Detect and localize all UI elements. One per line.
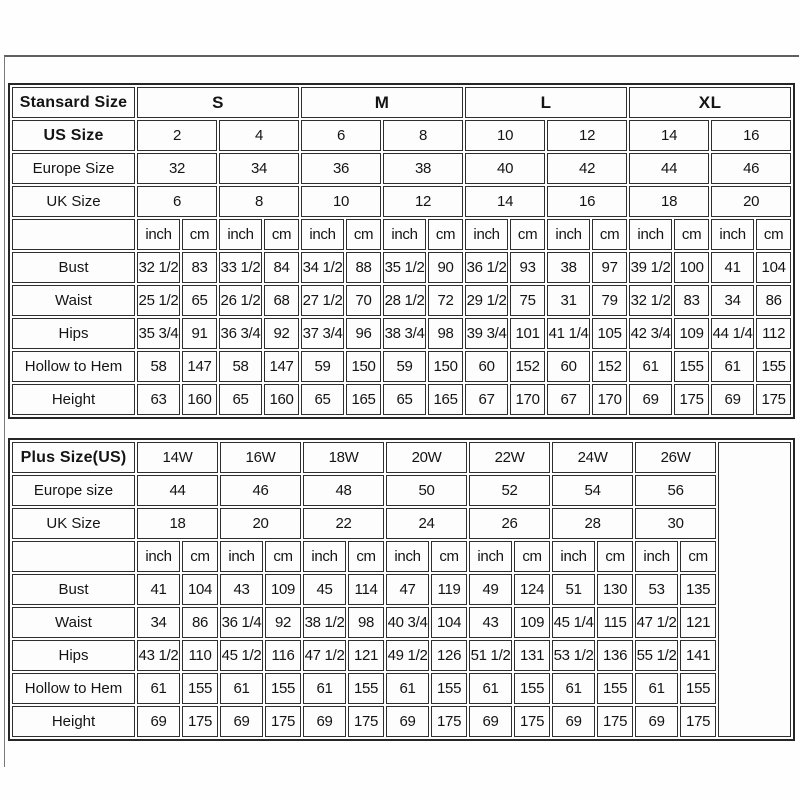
value-cell: 26 1/2 (219, 285, 262, 316)
value-cell: 47 1/2 (303, 640, 346, 671)
row-label: UK Size (12, 186, 135, 217)
table-row (12, 219, 791, 250)
value-cell: 44 (629, 153, 709, 184)
value-cell: 36 1/2 (465, 252, 508, 283)
value-cell: 61 (137, 673, 180, 704)
value-cell: 175 (514, 706, 550, 737)
unit-cell: cm (265, 541, 301, 572)
value-cell: 35 1/2 (383, 252, 426, 283)
unit-cell: inch (386, 541, 429, 572)
row-label: Waist (12, 607, 135, 638)
value-cell: 42 3/4 (629, 318, 672, 349)
value-cell: 46 (220, 475, 301, 506)
value-cell: 92 (265, 607, 301, 638)
value-cell: 160 (182, 384, 217, 415)
value-cell: 97 (592, 252, 627, 283)
unit-cell: cm (674, 219, 709, 250)
size-group-header: 26W (635, 442, 716, 473)
value-cell: 165 (346, 384, 381, 415)
value-cell: 147 (182, 351, 217, 382)
value-cell: 121 (680, 607, 716, 638)
row-label: Height (12, 706, 135, 737)
value-cell: 155 (431, 673, 467, 704)
value-cell: 55 1/2 (635, 640, 678, 671)
value-cell: 20 (220, 508, 301, 539)
value-cell: 6 (301, 120, 381, 151)
table-row (12, 574, 791, 605)
value-cell: 10 (301, 186, 381, 217)
value-cell: 155 (680, 673, 716, 704)
value-cell: 72 (428, 285, 463, 316)
unit-cell: cm (431, 541, 467, 572)
standard-size-table (8, 83, 795, 419)
value-cell: 91 (182, 318, 217, 349)
value-cell: 63 (137, 384, 180, 415)
size-group-header: 16W (220, 442, 301, 473)
table-row (12, 541, 791, 572)
size-group-header: S (137, 87, 299, 118)
value-cell: 22 (303, 508, 384, 539)
value-cell: 175 (680, 706, 716, 737)
empty-cell (718, 442, 791, 737)
unit-cell: inch (301, 219, 344, 250)
value-cell: 50 (386, 475, 467, 506)
table-row (12, 640, 791, 671)
unit-cell: inch (219, 219, 262, 250)
row-label: Height (12, 384, 135, 415)
value-cell: 34 (711, 285, 754, 316)
value-cell: 32 1/2 (137, 252, 180, 283)
value-cell: 69 (629, 384, 672, 415)
value-cell: 119 (431, 574, 467, 605)
size-group-header: L (465, 87, 627, 118)
value-cell: 109 (514, 607, 550, 638)
value-cell: 69 (137, 706, 180, 737)
value-cell: 14 (629, 120, 709, 151)
value-cell: 75 (510, 285, 545, 316)
value-cell: 47 (386, 574, 429, 605)
table-row (12, 120, 791, 151)
value-cell: 60 (465, 351, 508, 382)
row-label: US Size (12, 120, 135, 151)
value-cell: 39 1/2 (629, 252, 672, 283)
value-cell: 61 (220, 673, 263, 704)
table-row (12, 351, 791, 382)
unit-cell: inch (383, 219, 426, 250)
value-cell: 16 (711, 120, 791, 151)
size-group-header: 20W (386, 442, 467, 473)
size-system-label: Stansard Size (12, 87, 135, 118)
row-label: Hollow to Hem (12, 351, 135, 382)
unit-cell: cm (680, 541, 716, 572)
unit-cell: cm (597, 541, 633, 572)
row-label: Europe size (12, 475, 135, 506)
unit-cell: inch (137, 219, 180, 250)
value-cell: 16 (547, 186, 627, 217)
unit-cell: cm (428, 219, 463, 250)
value-cell: 38 (547, 252, 590, 283)
plus-size-table (8, 438, 795, 741)
value-cell: 115 (597, 607, 633, 638)
value-cell: 41 1/4 (547, 318, 590, 349)
value-cell: 69 (635, 706, 678, 737)
value-cell: 69 (303, 706, 346, 737)
value-cell: 53 1/2 (552, 640, 595, 671)
row-label: Hips (12, 318, 135, 349)
value-cell: 101 (510, 318, 545, 349)
value-cell: 104 (756, 252, 791, 283)
value-cell: 100 (674, 252, 709, 283)
value-cell: 175 (674, 384, 709, 415)
table-row (12, 475, 791, 506)
value-cell: 104 (431, 607, 467, 638)
value-cell: 86 (756, 285, 791, 316)
unit-cell: inch (469, 541, 512, 572)
unit-cell: inch (303, 541, 346, 572)
unit-cell: inch (465, 219, 508, 250)
value-cell: 175 (597, 706, 633, 737)
table-row (12, 186, 791, 217)
value-cell: 39 3/4 (465, 318, 508, 349)
unit-cell: inch (547, 219, 590, 250)
unit-cell: inch (635, 541, 678, 572)
value-cell: 30 (635, 508, 716, 539)
value-cell: 61 (629, 351, 672, 382)
value-cell: 43 (469, 607, 512, 638)
value-cell: 90 (428, 252, 463, 283)
value-cell: 135 (680, 574, 716, 605)
value-cell: 70 (346, 285, 381, 316)
value-cell: 69 (469, 706, 512, 737)
unit-cell: cm (592, 219, 627, 250)
value-cell: 79 (592, 285, 627, 316)
value-cell: 4 (219, 120, 299, 151)
value-cell: 34 (219, 153, 299, 184)
value-cell: 58 (219, 351, 262, 382)
value-cell: 20 (711, 186, 791, 217)
value-cell: 52 (469, 475, 550, 506)
value-cell: 170 (510, 384, 545, 415)
value-cell: 114 (348, 574, 384, 605)
unit-cell: cm (182, 541, 218, 572)
row-label: Europe Size (12, 153, 135, 184)
value-cell: 155 (597, 673, 633, 704)
unit-cell: cm (348, 541, 384, 572)
value-cell: 155 (514, 673, 550, 704)
row-label: Hips (12, 640, 135, 671)
value-cell: 27 1/2 (301, 285, 344, 316)
value-cell: 131 (514, 640, 550, 671)
value-cell: 65 (182, 285, 217, 316)
value-cell: 2 (137, 120, 217, 151)
value-cell: 175 (182, 706, 218, 737)
value-cell: 86 (182, 607, 218, 638)
unit-cell: cm (264, 219, 299, 250)
value-cell: 14 (465, 186, 545, 217)
value-cell: 92 (264, 318, 299, 349)
value-cell: 175 (756, 384, 791, 415)
value-cell: 24 (386, 508, 467, 539)
value-cell: 59 (301, 351, 344, 382)
value-cell: 47 1/2 (635, 607, 678, 638)
unit-cell: cm (514, 541, 550, 572)
value-cell: 69 (386, 706, 429, 737)
value-cell: 150 (428, 351, 463, 382)
value-cell: 141 (680, 640, 716, 671)
unit-cell: inch (711, 219, 754, 250)
unit-cell: cm (510, 219, 545, 250)
value-cell: 29 1/2 (465, 285, 508, 316)
unit-cell: inch (552, 541, 595, 572)
value-cell: 40 (465, 153, 545, 184)
value-cell: 160 (264, 384, 299, 415)
value-cell: 36 3/4 (219, 318, 262, 349)
value-cell: 38 1/2 (303, 607, 346, 638)
value-cell: 8 (219, 186, 299, 217)
size-group-header: 24W (552, 442, 633, 473)
row-label (12, 219, 135, 250)
unit-cell: inch (220, 541, 263, 572)
value-cell: 18 (629, 186, 709, 217)
value-cell: 45 (303, 574, 346, 605)
value-cell: 61 (711, 351, 754, 382)
value-cell: 69 (552, 706, 595, 737)
value-cell: 98 (348, 607, 384, 638)
value-cell: 49 1/2 (386, 640, 429, 671)
value-cell: 53 (635, 574, 678, 605)
value-cell: 88 (346, 252, 381, 283)
value-cell: 51 (552, 574, 595, 605)
value-cell: 12 (383, 186, 463, 217)
value-cell: 28 1/2 (383, 285, 426, 316)
value-cell: 124 (514, 574, 550, 605)
value-cell: 36 1/4 (220, 607, 263, 638)
value-cell: 69 (220, 706, 263, 737)
value-cell: 116 (265, 640, 301, 671)
value-cell: 67 (547, 384, 590, 415)
value-cell: 6 (137, 186, 217, 217)
value-cell: 136 (597, 640, 633, 671)
value-cell: 83 (182, 252, 217, 283)
value-cell: 147 (264, 351, 299, 382)
size-group-row (12, 442, 791, 473)
value-cell: 155 (182, 673, 218, 704)
row-label (12, 541, 135, 572)
row-label: Waist (12, 285, 135, 316)
unit-cell: cm (346, 219, 381, 250)
value-cell: 26 (469, 508, 550, 539)
row-label: Bust (12, 574, 135, 605)
value-cell: 54 (552, 475, 633, 506)
value-cell: 96 (346, 318, 381, 349)
value-cell: 32 1/2 (629, 285, 672, 316)
value-cell: 61 (635, 673, 678, 704)
value-cell: 152 (592, 351, 627, 382)
value-cell: 98 (428, 318, 463, 349)
value-cell: 8 (383, 120, 463, 151)
size-system-label: Plus Size(US) (12, 442, 135, 473)
value-cell: 45 1/4 (552, 607, 595, 638)
value-cell: 49 (469, 574, 512, 605)
value-cell: 43 1/2 (137, 640, 180, 671)
unit-cell: cm (182, 219, 217, 250)
value-cell: 61 (552, 673, 595, 704)
value-cell: 155 (348, 673, 384, 704)
size-group-header: 14W (137, 442, 218, 473)
value-cell: 61 (469, 673, 512, 704)
value-cell: 41 (137, 574, 180, 605)
row-label: Bust (12, 252, 135, 283)
size-group-header: 22W (469, 442, 550, 473)
value-cell: 51 1/2 (469, 640, 512, 671)
value-cell: 36 (301, 153, 381, 184)
value-cell: 34 1/2 (301, 252, 344, 283)
value-cell: 25 1/2 (137, 285, 180, 316)
value-cell: 109 (265, 574, 301, 605)
value-cell: 65 (219, 384, 262, 415)
value-cell: 65 (301, 384, 344, 415)
value-cell: 42 (547, 153, 627, 184)
value-cell: 38 (383, 153, 463, 184)
value-cell: 38 3/4 (383, 318, 426, 349)
value-cell: 12 (547, 120, 627, 151)
value-cell: 105 (592, 318, 627, 349)
table-row (12, 706, 791, 737)
value-cell: 170 (592, 384, 627, 415)
size-group-header: 18W (303, 442, 384, 473)
value-cell: 121 (348, 640, 384, 671)
value-cell: 68 (264, 285, 299, 316)
unit-cell: cm (756, 219, 791, 250)
value-cell: 175 (348, 706, 384, 737)
row-label: UK Size (12, 508, 135, 539)
value-cell: 31 (547, 285, 590, 316)
value-cell: 112 (756, 318, 791, 349)
table-row (12, 384, 791, 415)
value-cell: 126 (431, 640, 467, 671)
value-cell: 165 (428, 384, 463, 415)
value-cell: 56 (635, 475, 716, 506)
value-cell: 34 (137, 607, 180, 638)
size-group-header: M (301, 87, 463, 118)
value-cell: 69 (711, 384, 754, 415)
value-cell: 152 (510, 351, 545, 382)
size-group-row (12, 87, 791, 118)
size-group-header: XL (629, 87, 791, 118)
value-cell: 155 (265, 673, 301, 704)
value-cell: 60 (547, 351, 590, 382)
value-cell: 58 (137, 351, 180, 382)
value-cell: 46 (711, 153, 791, 184)
table-row (12, 318, 791, 349)
value-cell: 40 3/4 (386, 607, 429, 638)
value-cell: 45 1/2 (220, 640, 263, 671)
value-cell: 41 (711, 252, 754, 283)
value-cell: 67 (465, 384, 508, 415)
table-row (12, 252, 791, 283)
table-row (12, 607, 791, 638)
value-cell: 65 (383, 384, 426, 415)
value-cell: 155 (674, 351, 709, 382)
value-cell: 104 (182, 574, 218, 605)
value-cell: 84 (264, 252, 299, 283)
value-cell: 155 (756, 351, 791, 382)
value-cell: 33 1/2 (219, 252, 262, 283)
value-cell: 44 (137, 475, 218, 506)
value-cell: 130 (597, 574, 633, 605)
value-cell: 110 (182, 640, 218, 671)
table-row (12, 673, 791, 704)
value-cell: 83 (674, 285, 709, 316)
value-cell: 48 (303, 475, 384, 506)
value-cell: 175 (431, 706, 467, 737)
value-cell: 150 (346, 351, 381, 382)
unit-cell: inch (629, 219, 672, 250)
value-cell: 93 (510, 252, 545, 283)
value-cell: 18 (137, 508, 218, 539)
table-row (12, 508, 791, 539)
value-cell: 35 3/4 (137, 318, 180, 349)
value-cell: 37 3/4 (301, 318, 344, 349)
table-row (12, 153, 791, 184)
value-cell: 61 (386, 673, 429, 704)
value-cell: 10 (465, 120, 545, 151)
value-cell: 44 1/4 (711, 318, 754, 349)
value-cell: 32 (137, 153, 217, 184)
value-cell: 43 (220, 574, 263, 605)
row-label: Hollow to Hem (12, 673, 135, 704)
value-cell: 109 (674, 318, 709, 349)
value-cell: 61 (303, 673, 346, 704)
value-cell: 28 (552, 508, 633, 539)
unit-cell: inch (137, 541, 180, 572)
value-cell: 59 (383, 351, 426, 382)
value-cell: 175 (265, 706, 301, 737)
table-row (12, 285, 791, 316)
